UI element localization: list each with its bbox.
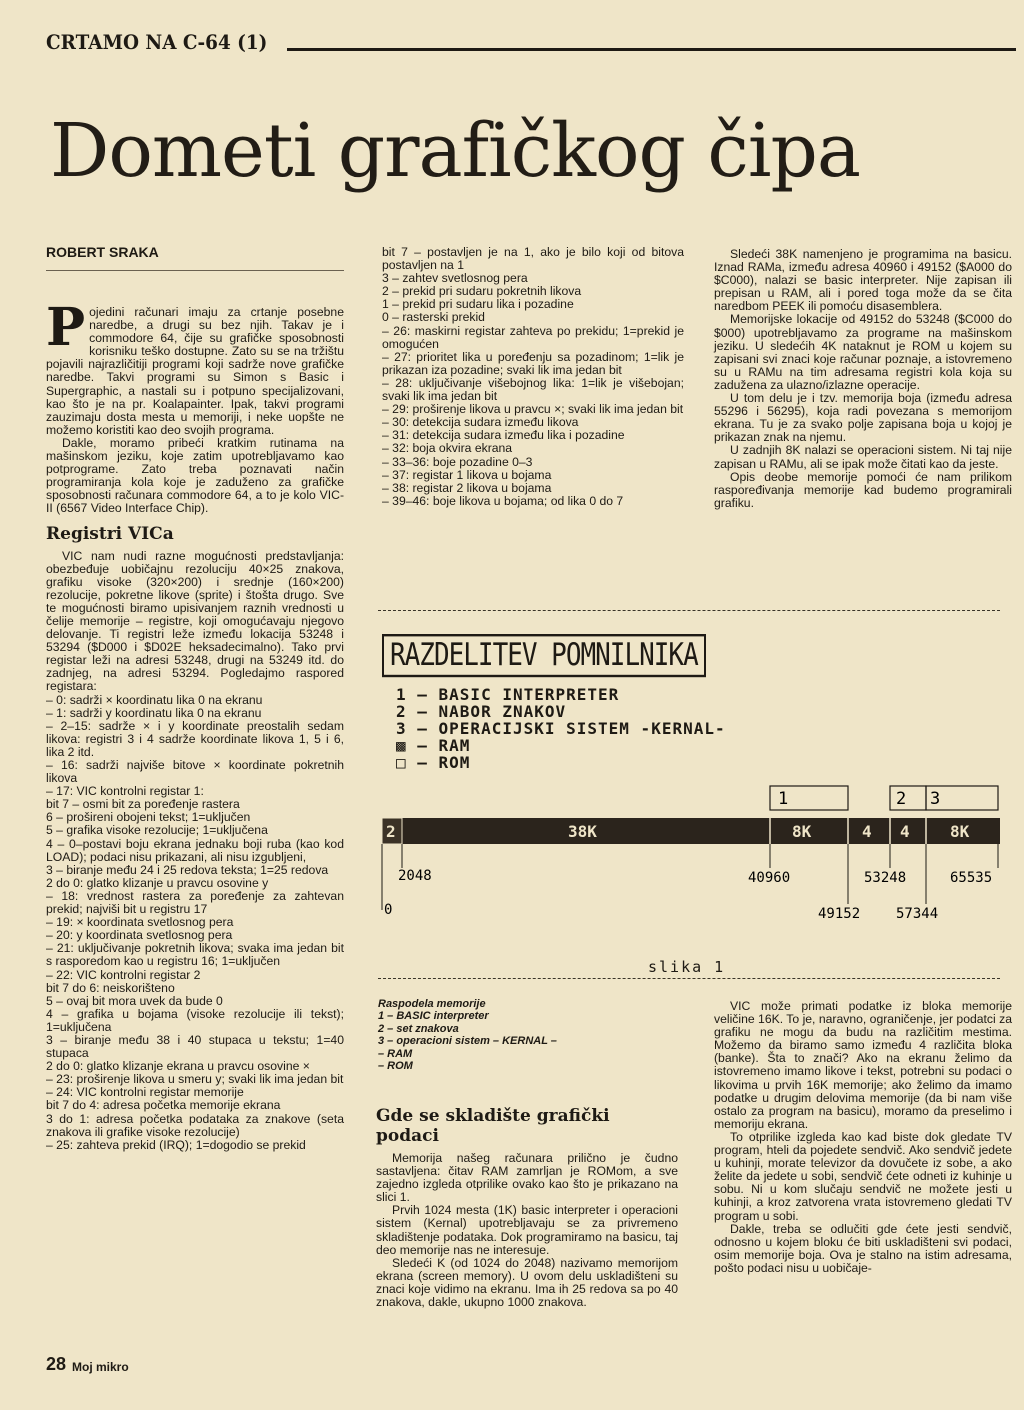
list-item: – 17: VIC kontrolni registar 1:: [46, 784, 204, 799]
list-item: 2 do 0: glatko klizanje u pravcu osovine y: [46, 875, 269, 890]
list-item: bit 7 do 4: adresa početka memorije ekrana: [46, 1098, 281, 1113]
list-item: – 21: uključivanje pokretnih likova; svaka ima jedan bit s rasporedom kao u registru 16; 1=uključen: [46, 941, 344, 969]
intro-text: ojedini računari imaju za crtanje posebne naredbe, a drugi su bez njih. Takav je i commodore 64, čije su grafičke sposobnosti korisniku teško dostupne. Zato su se na tržištu pojavili najrazličitiji programi koji sadrže nove grafičke naredbe. Takvi programi su Simon s Basic i Supergraphic, a nastali su i potpuno specijalizovani, kao što je na pr. Koalapainter. Ipak, takvi programi zauzimaju dosta mesta u memoriji, i neke uopšte ne možemo koristiti kao deo svojih programa.: [46, 305, 344, 437]
memory-map-diagram: [378, 600, 1010, 960]
list-item: – 18: vrednost rastera za poređenje za zahtevan prekid; najviši bit u registru 17: [46, 888, 344, 917]
top-label-3: 3: [930, 789, 941, 809]
column-2: [382, 246, 684, 508]
list-item: 0 – rasterski prekid: [382, 310, 485, 325]
magazine-name: Moj mikro: [72, 1360, 129, 1374]
bar-label-8k-b: 8K: [950, 822, 970, 841]
list-item: 1 – BASIC interpreter: [378, 1010, 489, 1023]
paragraph: Memorija našeg računara prilično je čudno sastavljena: čitav RAM zamrljan je ROMom, a sve zajedno izgleda otprilike ovako kao što je prikazano na slici 1.: [376, 1151, 678, 1205]
list-item: – 25: zahteva prekid (IRQ); 1=dogodio se prekid: [46, 1137, 306, 1152]
paragraph: To otprilike izgleda kao kad biste dok gledate TV program, hteli da pojedete sendvič. Ako sendvič jedete u kuhinji, morate televizor da dovučete iz sobe, a ako želite da jedete u sobi, sendvič ćete odneti iz kuhinje u sobu. Ni u kom slučaju sendvič ne možete jesti u kuhinji, a kroz zatvorena vrata istovremeno gledati TV program u sobi.: [714, 1129, 1012, 1223]
headline: Dometi grafičkog čipa: [50, 108, 861, 194]
vic-paragraphs: [714, 1000, 1012, 1275]
subhead-skladiste: Gde se skladište grafički podaci: [376, 1106, 610, 1146]
section-kicker: [46, 28, 1016, 54]
paragraph: U tom delu je i tzv. memorija boja (između adresa 55296 i 56295), koja radi povezana s memorijom ekrana. Tu je za svako polje zapisana boja u kojoj je prikazan znak na njemu.: [714, 391, 1012, 445]
author-byline: ROBERT SRAKA: [46, 244, 344, 271]
list-item: bit 7 – osmi bit za poređenje rastera: [46, 797, 240, 812]
list-item: – 24: VIC kontrolni registar memorije: [46, 1085, 244, 1100]
list-item: 3 – zahtev svetlosnog pera: [382, 271, 528, 286]
list-item: – ROM: [378, 1060, 413, 1073]
list-item: – 32: boja okvira ekrana: [382, 441, 513, 456]
address-53248: 53248: [864, 870, 907, 886]
top-label-1: 1: [778, 789, 789, 809]
list-item: – 38: registar 2 likova u bojama: [382, 480, 552, 495]
list-item: – 1: sadrži y koordinatu lika 0 na ekranu: [46, 705, 262, 720]
list-item: – 30: detekcija sudara između likova: [382, 415, 579, 430]
address-57344: 57344: [896, 906, 939, 922]
intro-paragraph: [46, 297, 344, 437]
list-item: ▩ – RAM: [396, 736, 471, 755]
list-item: 3 – OPERACIJSKI SISTEM -KERNAL-: [396, 719, 726, 738]
list-item: 6 – prošireni obojeni tekst; 1=uključen: [46, 810, 251, 825]
address-0: 0: [384, 902, 393, 918]
list-item: – 37: registar 1 likova u bojama: [382, 467, 552, 482]
list-item: – 19: × koordinata svetlosnog pera: [46, 915, 234, 930]
memory-map-figure: [378, 600, 1010, 990]
drop-cap: P: [46, 297, 86, 358]
bar-label-4a: 4: [862, 822, 872, 841]
list-item: – 33–36: boje pozadine 0–3: [382, 454, 533, 469]
storage-paragraphs: [376, 1152, 678, 1309]
paragraph: Prvih 1024 mesta (1K) basic interpreter i operacioni sistem (Kernal) upotrebljavaju se za privremeno skladištenje podataka. Dok programiramo na basicu, taj deo memorije nas ne interesuje.: [376, 1203, 678, 1257]
list-item: – 39–46: boje likova u bojama; od lika 0 do 7: [382, 493, 624, 508]
subhead-registri: Registri VICa: [46, 523, 174, 544]
list-item: 1 – BASIC INTERPRETER: [396, 685, 620, 704]
list-item: – 28: uključivanje višebojnog lika: 1=lik je višebojan; svaki lik ima jedan bit: [382, 375, 684, 404]
page-number: 28: [46, 1354, 67, 1374]
list-item: – 29: proširenje likova u pravcu ×; svaki lik ima jedan bit: [382, 402, 684, 417]
figure-caption: slika 1: [648, 958, 726, 976]
list-item: 2 do 0: glatko klizanje ekrana u pravcu osovine ×: [46, 1059, 310, 1074]
list-item: 4 – 0–postavi boju ekrana jednaku boji ruba (kao kod LOAD); podaci nisu prikazani, ali nisu izgubljeni,: [46, 836, 344, 864]
list-item: 3 – biranje među 38 i 40 stupaca u tekstu; 1=40 stupaca: [46, 1032, 344, 1061]
paragraph: Dakle, treba se odlučiti gde ćete jesti sendvič, odnosno u kojem bloku će biti uskladišteni svi podaci, osim memorije boja. Ova je stalno na istim adresama, pošto podaci nisu u uobičaje-: [714, 1221, 1012, 1275]
address-2048: 2048: [398, 868, 432, 884]
list-item: – 22: VIC kontrolni registar 2: [46, 967, 201, 982]
paragraph: Dakle, moramo pribeći kratkim rutinama na mašinskom jeziku, koje zatim upotrebljavamo kao potprograme. Zato treba poznavati način programiranja kola koje je zaduženo za grafičke sposobnosti računara commodore 64, a to je kolo VIC-II (6567 Video Interface Chip).: [46, 435, 344, 516]
list-item: – 16: sadrži najviše bitove × koordinate pokretnih likova: [46, 758, 344, 786]
list-item: 3 – biranje među 24 i 25 redova teksta; 1=25 redova: [46, 862, 329, 877]
list-item: 5 – ovaj bit mora uvek da bude 0: [46, 993, 223, 1008]
column-1: [46, 297, 344, 1152]
figure-legend-caption: [378, 998, 608, 1072]
list-item: 2 – set znakova: [378, 1022, 459, 1035]
paragraph: VIC nam nudi razne mogućnosti predstavljanja: obezbeđuje uobičajnu rezoluciju 40×25 znakova, grafiku visoke (320×200) i srednje (160×200) rezolucije, pokretne likove (sprite) i štošta drugo. Sve te mogućnosti biramo upisivanjem raznih vrednosti u čelije memorije – registre, koji omogućavaju njegovo delovanje. Ti registri leže između lokacija 53248 i 53294 ($D000 i $D02E heksadecimalno). Tako prvi registar leži na adresi 53248, drugi na 53249 itd. do zadnjeg, na adresi 53294. Pogledajmo raspored registara:: [46, 548, 344, 694]
paragraph: U zadnjih 8K nalazi se operacioni sistem. Ni taj nije zapisan u RAMu, ali se ipak može čitati kao da jeste.: [714, 443, 1012, 471]
figure-title: RAZDELITEV POMNILNIKA: [382, 634, 706, 677]
bar-label-8k: 8K: [792, 822, 812, 841]
list-item: 1 – prekid pri sudaru lika i pozadine: [382, 297, 574, 312]
list-item: Raspodela memorije: [378, 998, 486, 1010]
list-item: 5 – grafika visoke rezolucije; 1=uključena: [46, 823, 268, 838]
list-item: – 27: prioritet lika u poređenju sa pozadinom; 1=lik je prikazan iza pozadine; svaki lik ima jedan bit: [382, 349, 684, 377]
column-2-bottom: [376, 1098, 678, 1309]
figure-bottom-rule: [378, 978, 1000, 979]
list-item: – 26: maskirni registar zahteva po prekidu; 1=prekid je omogućen: [382, 323, 684, 351]
list-item: – 31: detekcija sudara između lika i pozadine: [382, 428, 625, 443]
top-label-2: 2: [896, 789, 907, 809]
list-item: □ – ROM: [396, 753, 471, 772]
paragraph: VIC može primati podatke iz bloka memorije veličine 16K. To je, naravno, ograničenje, jer podatci za grafiku ne mogu da budu na različitim mestima. Možemo da biramo samo između 4 različita bloka (banke). Šta to znači? Ako na ekranu želimo da istovremeno imamo likove i tekst, potrebni su podaci o likovima u prvih 16K memorije; ako želimo da imamo podatke u drugim delovima memorije (da bi nam više ostalo za program na basicu), moramo da preselimo i memoriju ekrana.: [714, 999, 1012, 1131]
paragraph: Sledeći 38K namenjeno je programima na basicu. Iznad RAMa, između adresa 40960 i 49152 ($A000 do $C000), nalazi se basic interpreter. Nije zapisan ili prepisan u RAM, ali i pored toga može da se čita naredbom PEEK ili pomoću disasemblera.: [714, 247, 1012, 314]
list-item: bit 7 – postavljen je na 1, ako je bilo koji od bitova postavljen na 1: [382, 245, 684, 273]
list-item: – 0: sadrži × koordinatu lika 0 na ekranu: [46, 692, 263, 707]
column-3: [714, 248, 1012, 510]
list-item: – 23: proširenje likova u smeru y; svaki lik ima jedan bit: [46, 1072, 344, 1087]
list-item: bit 7 do 6: neiskorišteno: [46, 980, 175, 995]
bar-label-4b: 4: [900, 822, 910, 841]
list-item: – 2–15: sadrže × i y koordinate preostalih sedam likova: registri 3 i 4 sadrže koordinate likova 1, 5 i 6, lika 2 itd.: [46, 718, 344, 759]
list-item: 2 – prekid pri sudaru pokretnih likova: [382, 284, 582, 299]
paragraph: Sledeći K (od 1024 do 2048) nazivamo memorijom ekrana (screen memory). U ovom delu uskladišteni su znaci koje vidimo na ekranu. Ima ih 25 redova sa po 40 znakova, dakle, ukupno 1000 znakova.: [376, 1255, 678, 1310]
register-list-continued: [382, 246, 684, 508]
paragraph: Memorijske lokacije od 49152 do 53248 ($C000 do $000) upotrebljavamo za programe na mašinskom jeziku. U sledećih 4K nataknut je ROM u kojem su zapisani svi znaci koje računar poznaje, a istovremeno su u RAMu na tim adresama registri kola koja su zadužena za ulazno/izlazne operacije.: [714, 312, 1012, 392]
register-list: [46, 694, 344, 1152]
address-40960: 40960: [748, 870, 791, 886]
kicker-text: CRTAMO NA C-64 (1): [46, 30, 268, 54]
bar-label-2: 2: [386, 822, 396, 841]
list-item: – RAM: [378, 1047, 413, 1060]
kicker-rule: [287, 48, 1016, 51]
address-65535: 65535: [950, 870, 993, 886]
address-49152: 49152: [818, 906, 861, 922]
list-item: – 20: y koordinata svetlosnog pera: [46, 928, 233, 943]
memory-paragraphs: [714, 248, 1012, 510]
list-item: 3 – operacioni sistem – KERNAL –: [378, 1035, 557, 1048]
paragraph: Opis deobe memorije pomoći će nam prilikom raspoređivanja memorije kad budemo programirali grafiku.: [714, 469, 1012, 510]
list-item: 2 – NABOR ZNAKOV: [396, 702, 567, 721]
list-item: 4 – grafika u bojama (visoke rezolucije ili tekst); 1=uključena: [46, 1006, 344, 1034]
list-item: 3 do 1: adresa početka podataka za znakove (seta znakova ili grafike visoke rezolucije): [46, 1111, 344, 1139]
column-3-bottom: [714, 1000, 1012, 1275]
bar-label-38k: 38K: [568, 822, 597, 841]
